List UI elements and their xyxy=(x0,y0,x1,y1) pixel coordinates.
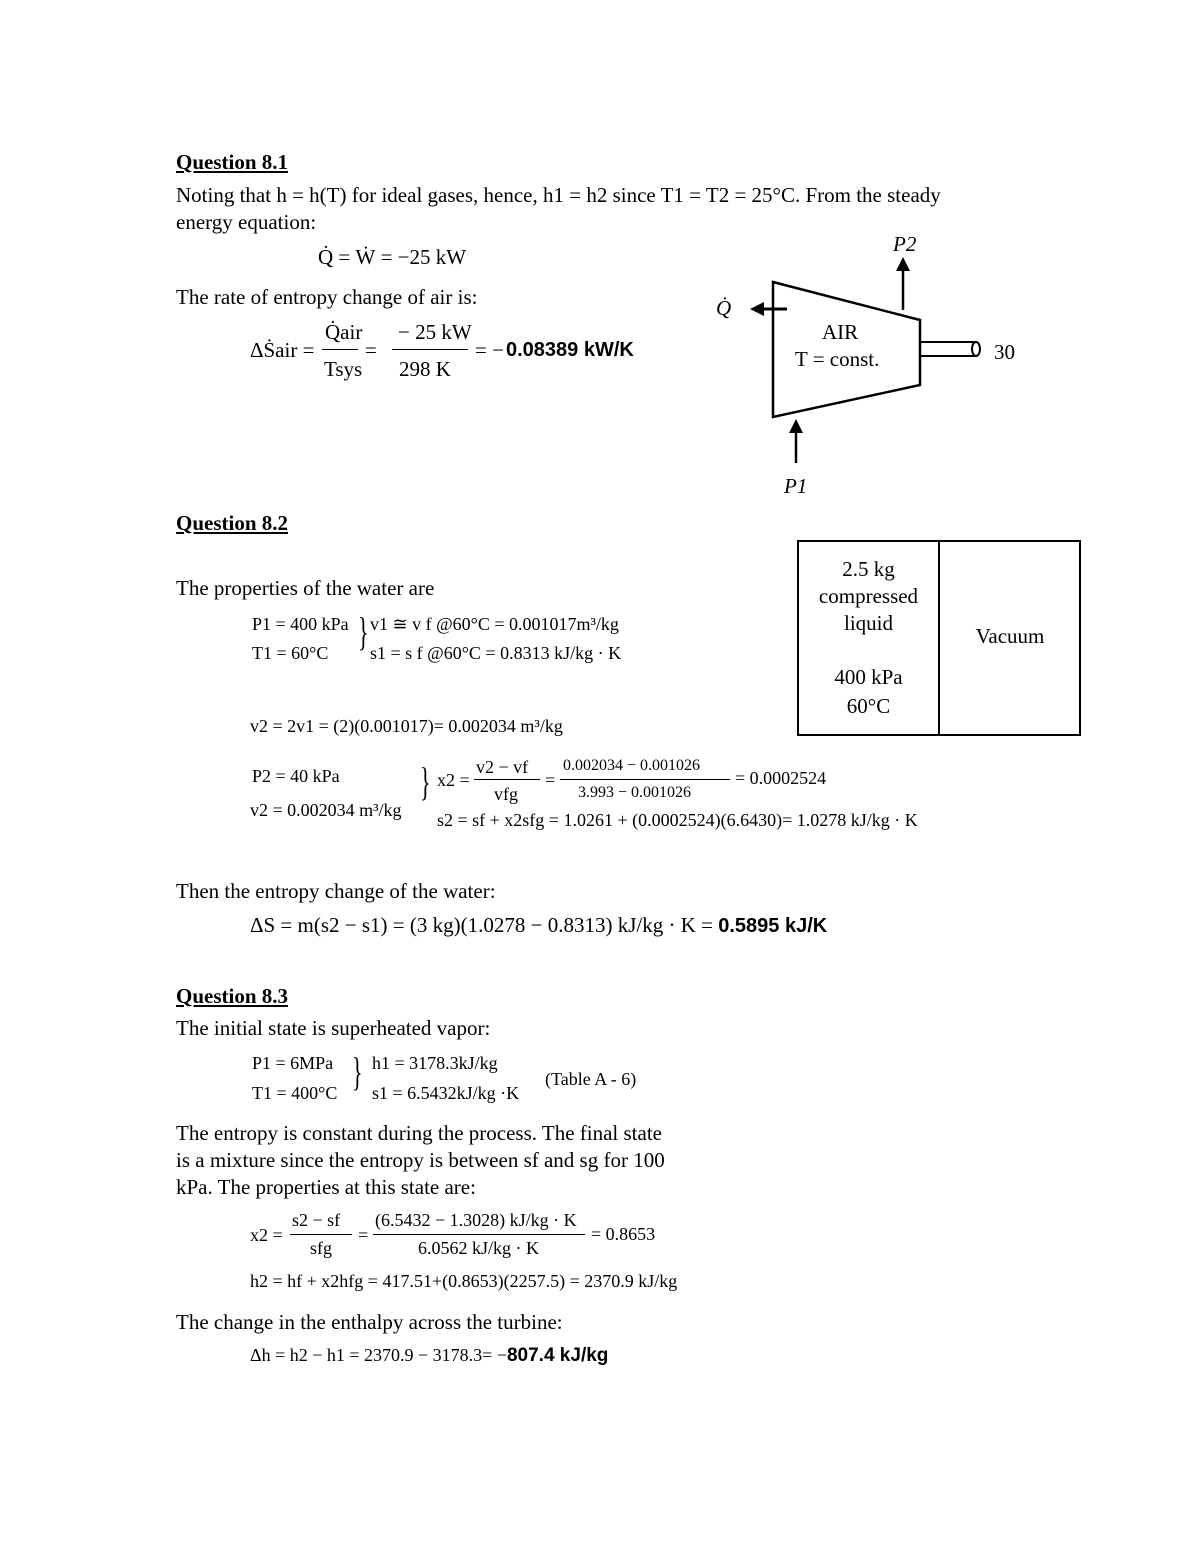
q83-h2: h2 = hf + x2hfg = 417.51+(0.8653)(2257.5) = 2370.9 kJ/kg xyxy=(250,1271,678,1291)
diagram-q-label: Q̇ xyxy=(716,296,732,320)
q83-x2-frac2-num: (6.5432 − 1.3028) kJ/kg · K xyxy=(375,1210,577,1230)
tank-vacuum-label: Vacuum xyxy=(975,624,1045,648)
q81-heat-equation: Q̇ = Ẇ = −25 kW xyxy=(318,245,467,269)
diagram-p1-label: P1 xyxy=(784,474,808,498)
q82-props-text: The properties of the water are xyxy=(176,576,435,600)
partition xyxy=(938,542,940,734)
q83-x2-frac2-den: 6.0562 kJ/kg · K xyxy=(418,1238,539,1258)
diagram-shaft-label: 30 xyxy=(994,340,1015,364)
q83-result: 807.4 kJ/kg xyxy=(506,1345,609,1366)
q83-change-text: The change in the enthalpy across the turbine: xyxy=(176,1310,563,1334)
q81-frac2-denominator: 298 K xyxy=(399,357,451,381)
q83-para-line3: kPa. The properties at this state are: xyxy=(176,1175,476,1199)
q81-rate-text: The rate of entropy change of air is: xyxy=(176,285,478,309)
q82-then-text: Then the entropy change of the water: xyxy=(176,879,496,903)
q83-x2-frac1-num: s2 − sf xyxy=(292,1210,341,1230)
diagram-tconst-label: T = const. xyxy=(795,347,880,371)
q82-heading: Question 8.2 xyxy=(176,511,289,535)
diagram-p2-label: P2 xyxy=(893,232,917,256)
q83-para-line1: The entropy is constant during the process. The final state xyxy=(176,1121,662,1145)
q81-entropy-lhs: ΔṠair = xyxy=(250,338,315,362)
q83-h1: h1 = 3178.3kJ/kg xyxy=(372,1053,498,1073)
q82-result: 0.5895 kJ/K xyxy=(718,915,828,937)
q82-p1: P1 = 400 kPa xyxy=(252,614,349,634)
q81-intro-line1: Noting that h = h(T) for ideal gases, hence, h1 = h2 since T1 = T2 = 25°C. From the steady xyxy=(176,183,941,207)
q83-para-line2: is a mixture since the entropy is between sf and sg for 100 xyxy=(176,1148,665,1172)
q82-ds-eq: ΔS = m(s2 − s1) = (3 kg)(1.0278 − 0.8313) kJ/kg · K = 0.5895 kJ/K xyxy=(250,913,828,937)
q81-frac1-numerator: Q̇air xyxy=(325,320,363,344)
q82-x2-frac2-num: 0.002034 − 0.001026 xyxy=(563,757,701,774)
shaft-end xyxy=(972,342,980,356)
q83-x2-frac1-den: sfg xyxy=(310,1238,332,1258)
q82-x2-lhs: x2 = xyxy=(437,770,470,790)
diagram-air-label: AIR xyxy=(822,320,859,344)
q83-p1: P1 = 6MPa xyxy=(252,1053,334,1073)
q81-result: 0.08389 kW/K xyxy=(506,339,634,361)
q83-t1: T1 = 400°C xyxy=(252,1083,338,1103)
q82-v1: v1 ≅ v f @60°C = 0.001017m³/kg xyxy=(370,614,619,634)
q82-t1: T1 = 60°C xyxy=(252,643,329,663)
tank-left-label: 2.5 kg compressed liquid 400 kPa 60°C xyxy=(818,557,919,718)
q81-equals-minus: = − xyxy=(475,338,504,362)
q83-initial-text: The initial state is superheated vapor: xyxy=(176,1016,491,1040)
q83-dh-eq: Δh = h2 − h1 = 2370.9 − 3178.3= −807.4 kJ/kg xyxy=(250,1345,609,1366)
tank-diagram xyxy=(797,540,1081,736)
q81-frac1-denominator: Tsys xyxy=(324,357,363,381)
q82-v2-eq: v2 = 2v1 = (2)(0.001017)= 0.002034 m³/kg xyxy=(250,716,563,736)
q81-intro-line2: energy equation: xyxy=(176,210,317,234)
q81-equals: = xyxy=(365,338,377,362)
q83-s1: s1 = 6.5432kJ/kg ·K xyxy=(372,1083,520,1103)
q81-heading: Question 8.1 xyxy=(176,150,289,174)
q82-x2-frac2-den: 3.993 − 0.001026 xyxy=(578,784,692,801)
q82-s2: s2 = sf + x2sfg = 1.0261 + (0.0002524)(6.6430)= 1.0278 kJ/kg · K xyxy=(437,810,918,830)
q82-v2: v2 = 0.002034 m³/kg xyxy=(250,800,402,820)
q83-table-ref: (Table A - 6) xyxy=(545,1069,637,1089)
q82-s1: s1 = s f @60°C = 0.8313 kJ/kg · K xyxy=(370,643,622,663)
q83-x2-lhs: x2 = xyxy=(250,1225,283,1245)
q83-heading: Question 8.3 xyxy=(176,984,289,1008)
q82-p2: P2 = 40 kPa xyxy=(252,766,340,786)
q82-x2-result: = 0.0002524 xyxy=(735,768,827,788)
q82-x2-frac1-num: v2 − vf xyxy=(476,757,529,777)
q81-frac2-numerator: − 25 kW xyxy=(398,320,472,344)
q82-x2-frac1-den: vfg xyxy=(494,784,518,804)
q83-x2-result: = 0.8653 xyxy=(591,1224,656,1244)
